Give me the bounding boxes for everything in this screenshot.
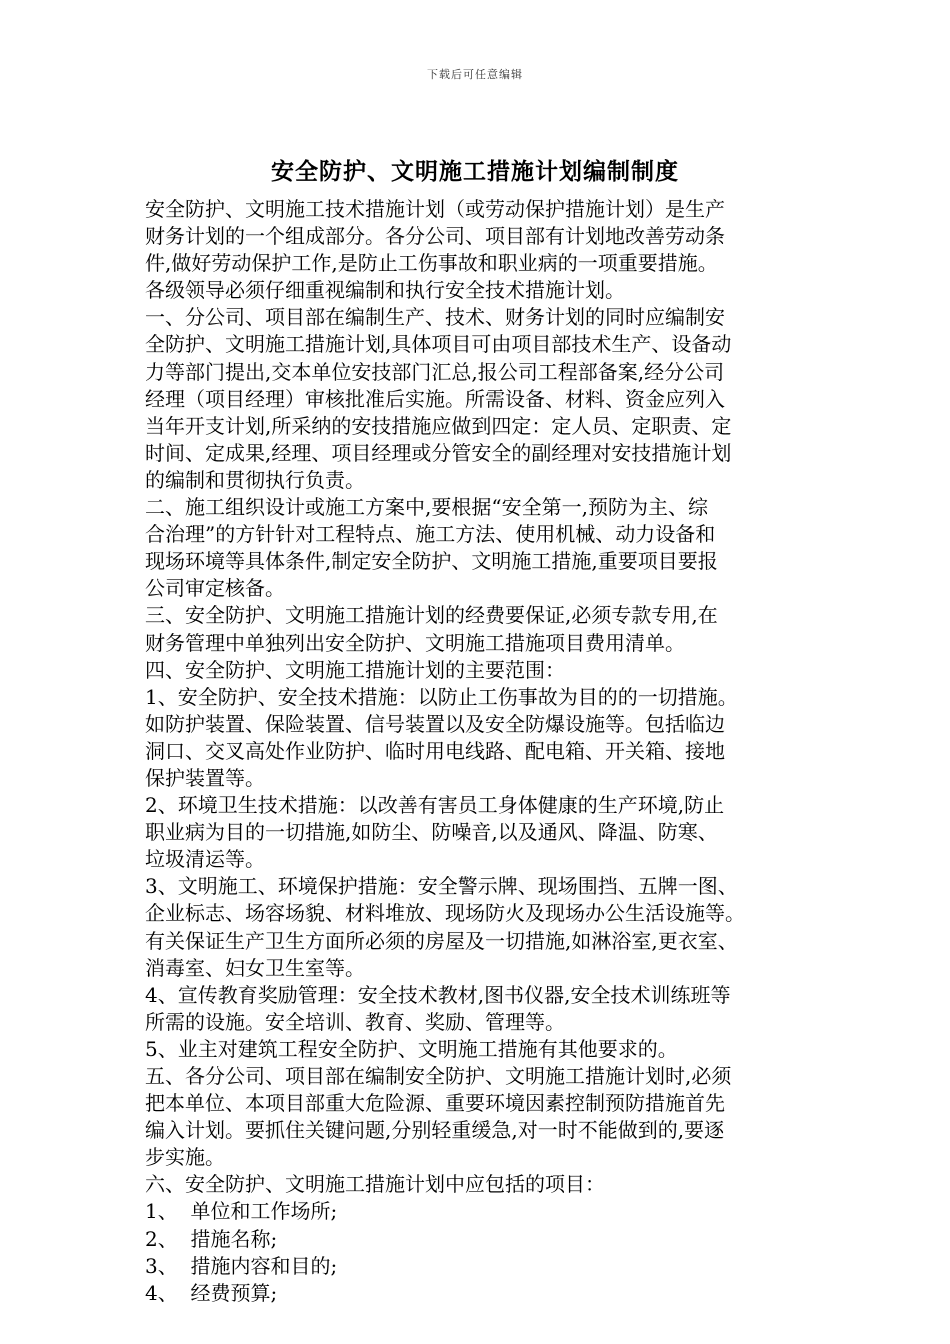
body-line: 4、宣传教育奖励管理：安全技术教材,图书仪器,安全技术训练班等 [145,982,731,1007]
body-line: 企业标志、场容场貌、材料堆放、现场防火及现场办公生活设施等。 [145,901,745,926]
body-line: 力等部门提出,交本单位安技部门汇总,报公司工程部备案,经分公司 [145,359,725,384]
body-line: 编入计划。要抓住关键问题,分别轻重缓急,对一时不能做到的,要逐 [145,1118,725,1143]
document-title: 安全防护、文明施工措施计划编制制度 [271,159,679,185]
body-line: 财务计划的一个组成部分。各分公司、项目部有计划地改善劳动条 [145,224,725,249]
body-line: 件,做好劳动保护工作,是防止工伤事故和职业病的一项重要措施。 [145,251,718,276]
body-line: 把本单位、本项目部重大危险源、重要环境因素控制预防措施首先 [145,1091,725,1116]
body-line: 步实施。 [145,1145,225,1170]
body-line: 五、各分公司、项目部在编制安全防护、文明施工措施计划时,必须 [145,1064,732,1088]
body-line: 当年开支计划,所采纳的安技措施应做到四定：定人员、定职责、定 [145,413,732,438]
body-line: 5、业主对建筑工程安全防护、文明施工措施有其他要求的。 [145,1036,678,1061]
body-line: 全防护、文明施工措施计划,具体项目可由项目部技术生产、设备动 [145,332,732,357]
document-body [145,196,835,1307]
body-line: 洞口、交叉高处作业防护、临时用电线路、配电箱、开关箱、接地 [145,738,725,763]
body-line: 消毒室、妇女卫生室等。 [145,955,365,980]
body-line: 安全防护、文明施工技术措施计划（或劳动保护措施计划）是生产 [145,197,725,221]
body-line: 各级领导必须仔细重视编制和执行安全技术措施计划。 [145,278,625,303]
body-line: 二、施工组织设计或施工方案中,要根据“安全第一,预防为主、综 [145,495,708,520]
body-line: 一、分公司、项目部在编制生产、技术、财务计划的同时应编制安 [145,305,725,330]
body-line: 3、文明施工、环境保护措施：安全警示牌、现场围挡、五牌一图、 [145,874,738,899]
body-line: 经理（项目经理）审核批准后实施。所需设备、材料、资金应列入 [145,386,725,411]
body-line: 现场环境等具体条件,制定安全防护、文明施工措施,重要项目要报 [145,549,718,574]
body-line: 1、 单位和工作场所; [145,1199,338,1224]
body-line: 2、 措施名称; [145,1226,278,1251]
body-line: 公司审定核备。 [145,576,285,601]
body-line: 如防护装置、保险装置、信号装置以及安全防爆设施等。包括临边 [145,711,725,736]
body-line: 六、安全防护、文明施工措施计划中应包括的项目： [145,1172,605,1197]
body-line: 时间、定成果,经理、项目经理或分管安全的副经理对安技措施计划 [145,440,732,465]
body-line: 1、安全防护、安全技术措施：以防止工伤事故为目的的一切措施。 [145,684,738,709]
body-line: 所需的设施。安全培训、教育、奖励、管理等。 [145,1009,565,1034]
body-line: 3、 措施内容和目的; [145,1253,338,1278]
body-line: 的编制和贯彻执行负责。 [145,467,365,492]
body-line: 三、安全防护、文明施工措施计划的经费要保证,必须专款专用,在 [145,603,718,628]
body-line: 有关保证生产卫生方面所必须的房屋及一切措施,如淋浴室,更衣室、 [145,928,738,953]
body-line: 4、 经费预算; [145,1280,278,1305]
body-line: 四、安全防护、文明施工措施计划的主要范围： [145,657,565,682]
body-line: 垃圾清运等。 [145,847,265,872]
body-line: 合治理”的方针针对工程特点、施工方法、使用机械、动力设备和 [145,522,716,547]
body-line: 财务管理中单独列出安全防护、文明施工措施项目费用清单。 [145,630,685,655]
body-line: 2、环境卫生技术措施：以改善有害员工身体健康的生产环境,防止 [145,793,725,818]
body-line: 保护装置等。 [145,765,265,790]
header-note: 下载后可任意编辑 [427,68,523,81]
body-line: 职业病为目的一切措施,如防尘、防噪音,以及通风、降温、防寒、 [145,820,718,845]
